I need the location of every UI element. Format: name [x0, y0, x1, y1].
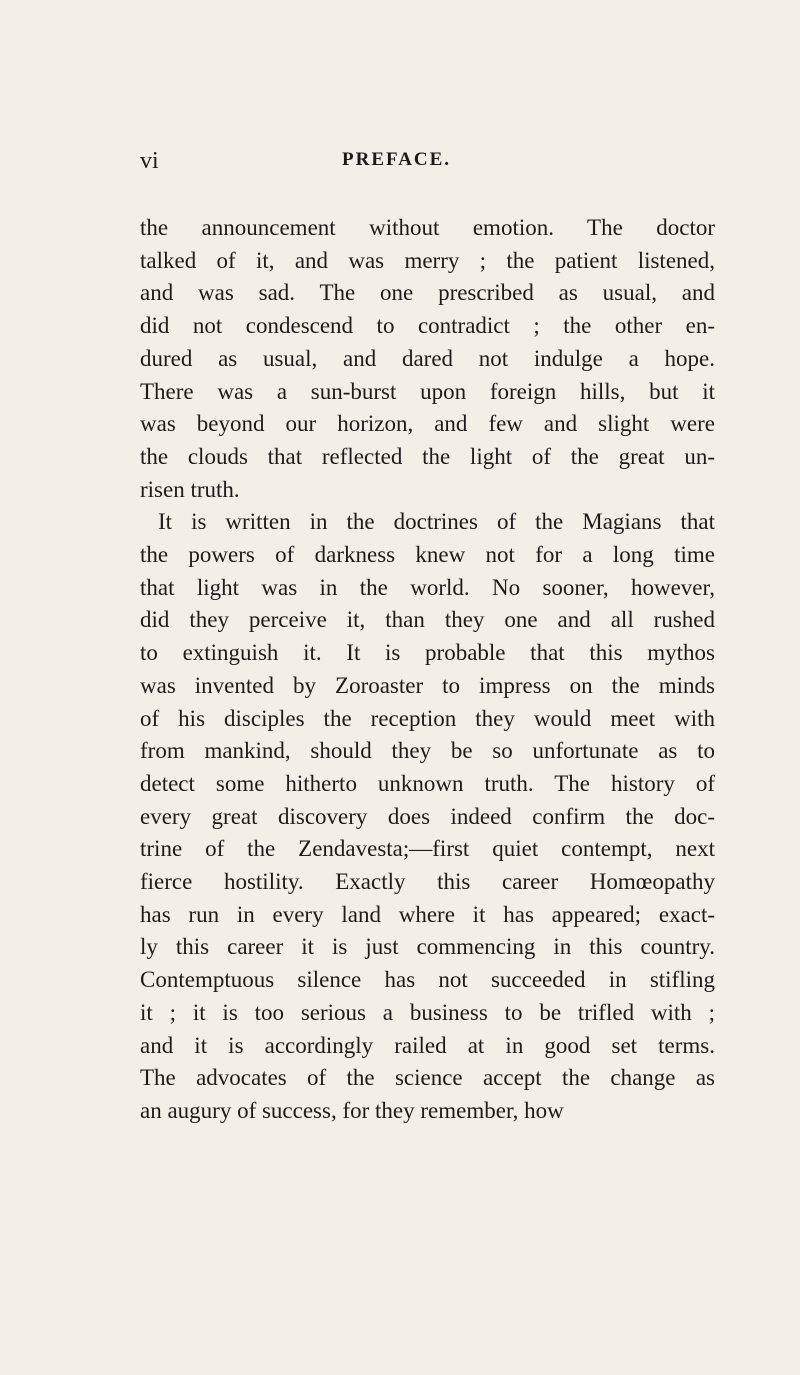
text-line: It is written in the doctrines of the Magians that	[158, 509, 715, 535]
page-number: vi	[140, 148, 159, 174]
text-line: an augury of success, for they remember, how	[140, 1097, 564, 1123]
running-head: PREFACE.	[342, 149, 452, 170]
text-line: risen truth.	[140, 476, 240, 502]
text-line: has run in every land where it has appeared; exact-	[140, 901, 715, 927]
text-line: did not condescend to contradict ; the other en-	[140, 313, 715, 339]
text-line: and was sad. The one prescribed as usual, and	[140, 280, 715, 306]
text-line: dured as usual, and dared not indulge a hope.	[140, 345, 715, 371]
text-line: from mankind, should they be so unfortunate as to	[140, 738, 715, 764]
body-text	[140, 212, 715, 1128]
text-line: Contemptuous silence has not succeeded in stifling	[140, 967, 715, 993]
text-line: was beyond our horizon, and few and slight were	[140, 411, 715, 437]
text-line: and it is accordingly railed at in good set terms.	[140, 1032, 715, 1058]
text-line: of his disciples the reception they would meet with	[140, 705, 715, 731]
text-line: it ; it is too serious a business to be trifled with ;	[140, 999, 715, 1025]
text-line: that light was in the world. No sooner, however,	[140, 574, 715, 600]
text-line: fierce hostility. Exactly this career Homœopathy	[140, 869, 715, 895]
text-line: There was a sun-burst upon foreign hills, but it	[140, 378, 715, 404]
text-line: to extinguish it. It is probable that this mythos	[140, 640, 715, 666]
text-line: the powers of darkness knew not for a long time	[140, 542, 715, 568]
text-line: detect some hitherto unknown truth. The history of	[140, 770, 715, 796]
text-line: the announcement without emotion. The doctor	[140, 215, 715, 240]
text-line: ly this career it is just commencing in this country.	[140, 934, 715, 960]
text-line: talked of it, and was merry ; the patient listened,	[140, 247, 715, 273]
text-line: was invented by Zoroaster to impress on the minds	[140, 672, 715, 698]
text-line: the clouds that reflected the light of the great un-	[140, 443, 715, 469]
text-line: The advocates of the science accept the change as	[140, 1065, 715, 1091]
text-line: trine of the Zendavesta;—first quiet contempt, next	[140, 836, 715, 862]
text-line: every great discovery does indeed confirm the doc-	[140, 803, 715, 829]
text-line: did they perceive it, than they one and all rushed	[140, 607, 715, 633]
